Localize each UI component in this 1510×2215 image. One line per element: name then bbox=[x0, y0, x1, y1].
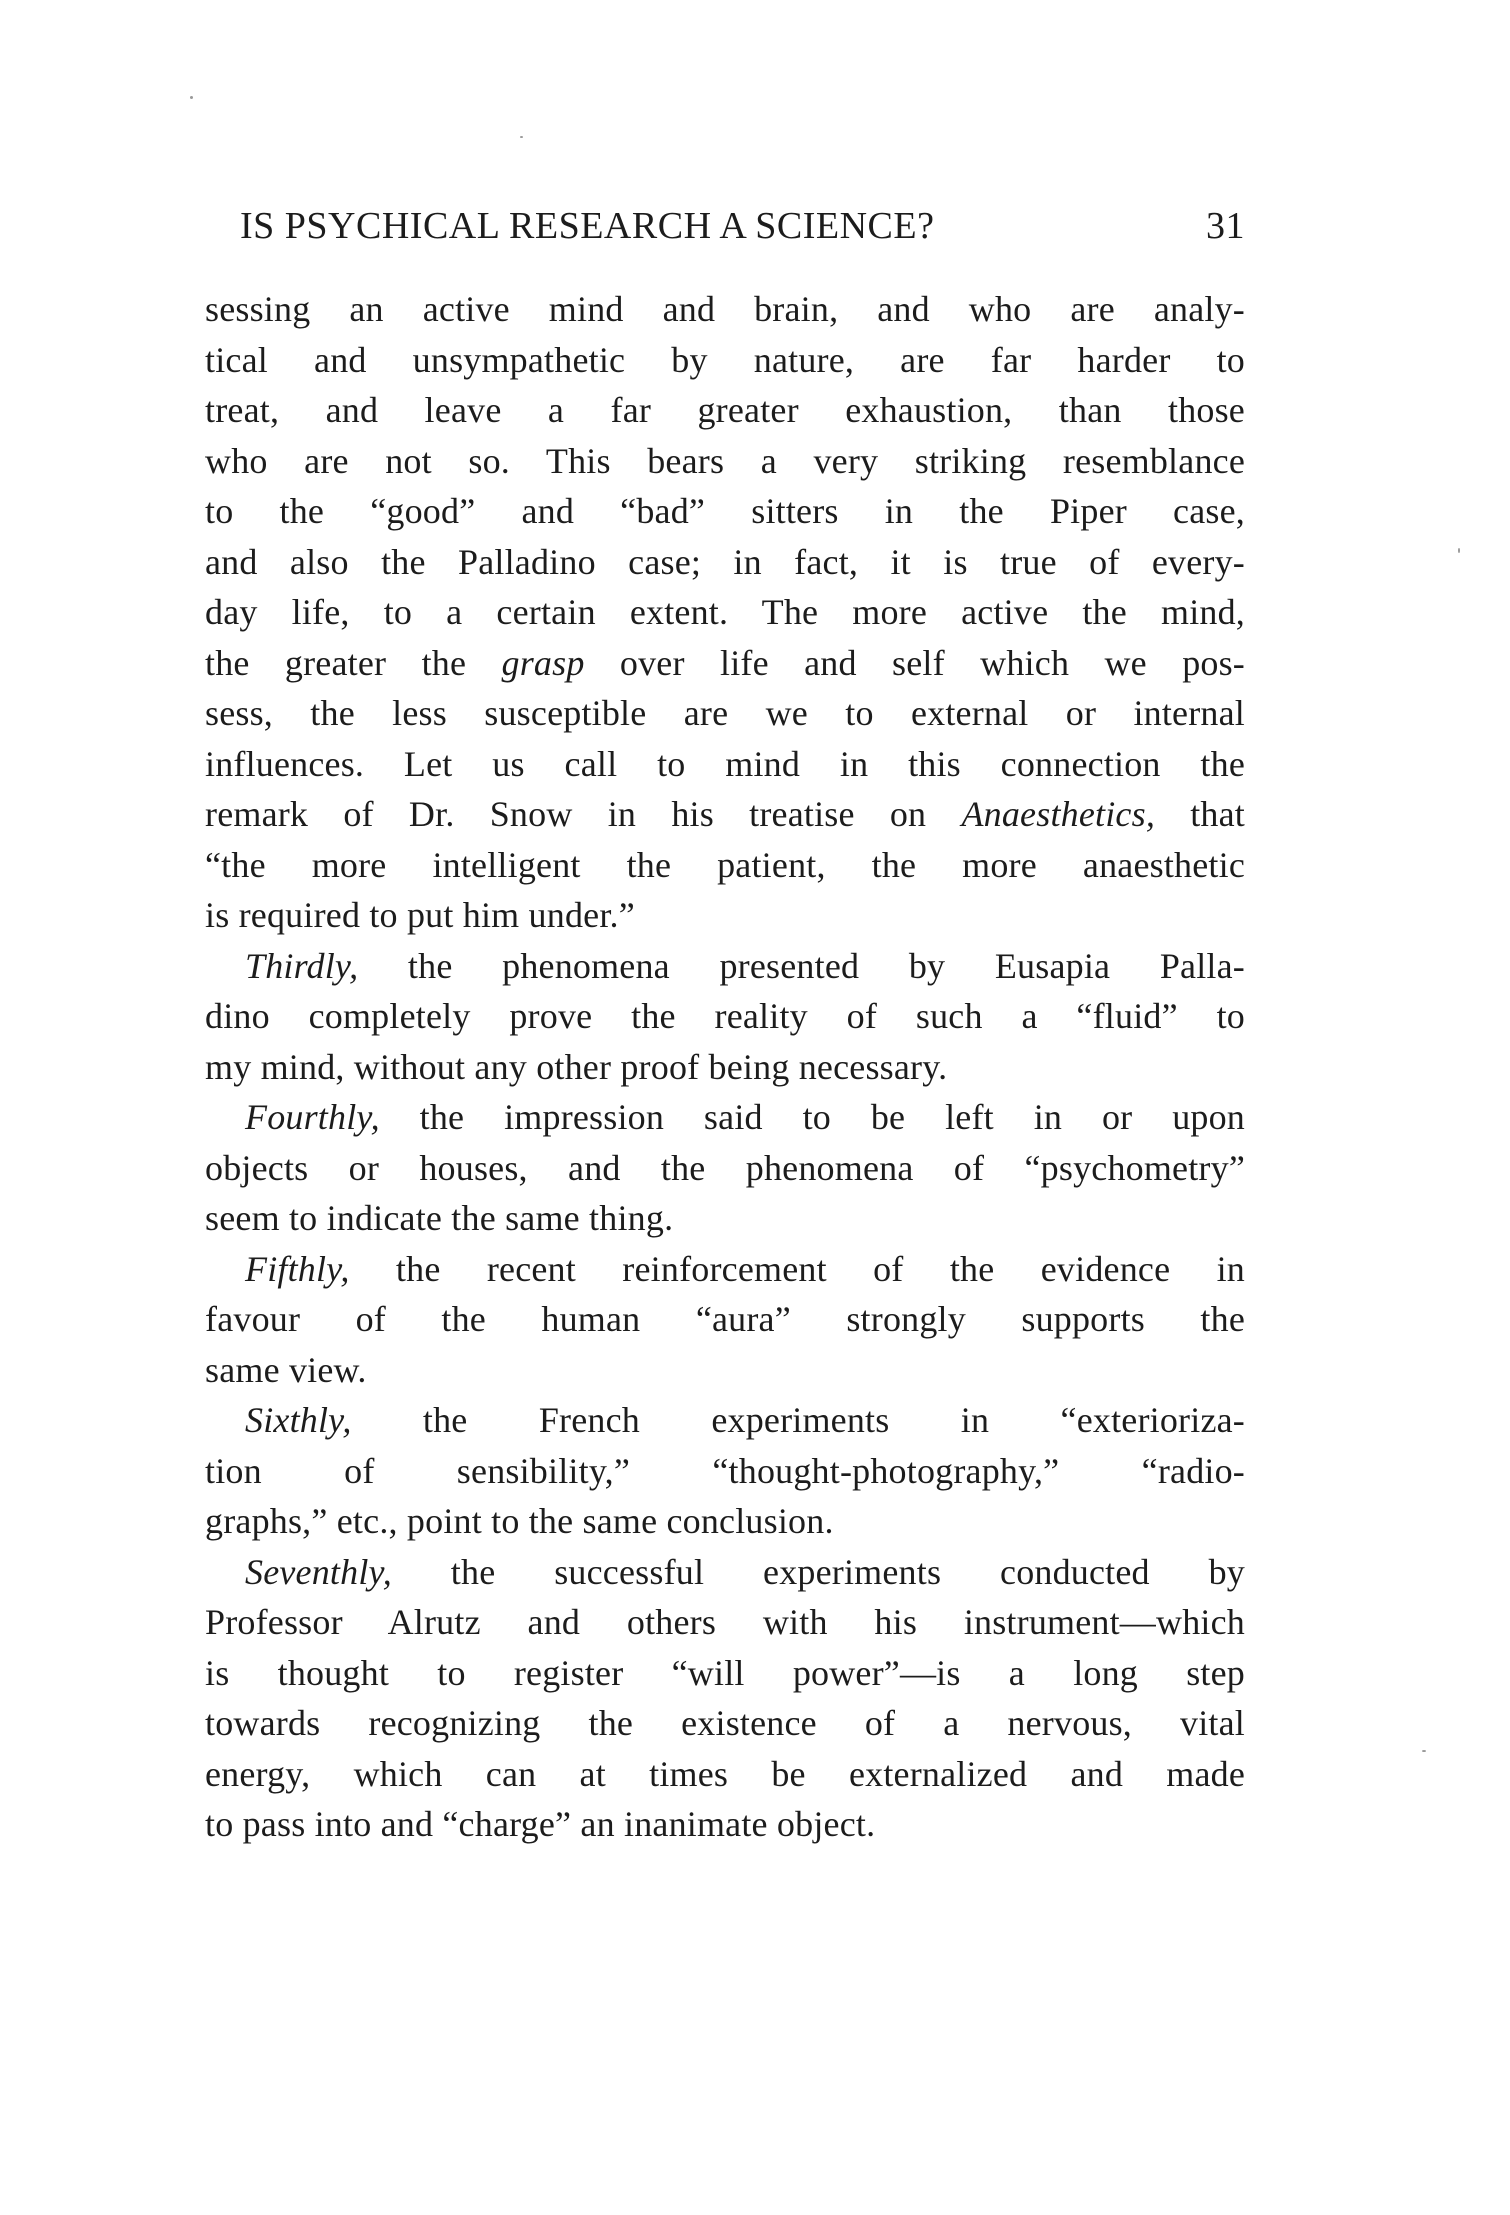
italic-word: Fourthly, bbox=[245, 1097, 380, 1137]
running-header bbox=[205, 204, 1245, 264]
paragraph-start-line: Fifthly, the recent reinforcement of the evidence in bbox=[245, 1248, 1245, 1289]
text-line: is thought to register “will power”—is a long step bbox=[205, 1652, 1245, 1693]
paragraph-start-line: Seventhly, the successful experiments conducted by bbox=[245, 1551, 1245, 1592]
text-line: remark of Dr. Snow in his treatise on Anaesthetics, that bbox=[205, 794, 1246, 834]
paragraph-start-line: Fourthly, the impression said to be left in or upon bbox=[245, 1097, 1245, 1137]
text-line: is required to put him under.” bbox=[205, 895, 635, 935]
italic-word: grasp bbox=[501, 642, 585, 683]
text-line: tion of sensibility,” “thought-photography,” “radio- bbox=[205, 1450, 1245, 1491]
italic-word: Sixthly, bbox=[245, 1400, 352, 1440]
text-line: day life, to a certain extent. The more active the mind, bbox=[205, 592, 1245, 632]
scan-speck bbox=[190, 96, 193, 99]
text-line: to the “good” and “bad” sitters in the Piper case, bbox=[205, 491, 1245, 531]
text-line: influences. Let us call to mind in this connection the bbox=[205, 743, 1245, 784]
text-line: dino completely prove the reality of such a “fluid” to bbox=[205, 996, 1245, 1036]
scan-speck bbox=[1422, 1750, 1426, 1752]
text-line: seem to indicate the same thing. bbox=[205, 1198, 674, 1238]
text-line: sess, the less susceptible are we to external or internal bbox=[205, 693, 1245, 733]
text-line: energy, which can at times be externalized and made bbox=[205, 1753, 1245, 1794]
text-line: treat, and leave a far greater exhaustion, than those bbox=[205, 390, 1245, 430]
paragraph-start-line: Thirdly, the phenomena presented by Eusapia Palla- bbox=[245, 945, 1245, 986]
text-line: “the more intelligent the patient, the more anaesthetic bbox=[205, 844, 1245, 885]
body-text bbox=[205, 284, 1245, 1850]
text-line: same view. bbox=[205, 1349, 367, 1390]
text-line: towards recognizing the existence of a nervous, vital bbox=[205, 1703, 1245, 1743]
italic-word: Fifthly, bbox=[245, 1248, 350, 1289]
page-number: 31 bbox=[1206, 205, 1245, 247]
text-line: graphs,” etc., point to the same conclusion. bbox=[205, 1501, 834, 1541]
text-line: and also the Palladino case; in fact, it is true of every- bbox=[205, 541, 1245, 582]
scan-speck bbox=[520, 136, 523, 138]
text-line: objects or houses, and the phenomena of “psychometry” bbox=[205, 1147, 1245, 1188]
text-line: tical and unsympathetic by nature, are far harder to bbox=[205, 339, 1245, 380]
text-line: Professor Alrutz and others with his instrument—which bbox=[205, 1602, 1245, 1642]
text-line: favour of the human “aura” strongly supports the bbox=[205, 1299, 1245, 1339]
text-line: to pass into and “charge” an inanimate object. bbox=[205, 1804, 876, 1844]
italic-word: Anaesthetics, bbox=[961, 794, 1156, 834]
text-line: my mind, without any other proof being necessary. bbox=[205, 1046, 948, 1087]
text-line: sessing an active mind and brain, and who are analy- bbox=[205, 289, 1245, 329]
text-line: who are not so. This bears a very striking resemblance bbox=[205, 440, 1245, 481]
italic-word: Thirdly, bbox=[245, 945, 359, 986]
scan-speck bbox=[1458, 548, 1460, 553]
paragraph-start-line: Sixthly, the French experiments in “exterioriza- bbox=[245, 1400, 1245, 1440]
italic-word: Seventhly, bbox=[245, 1551, 392, 1592]
running-title: IS PSYCHICAL RESEARCH A SCIENCE? bbox=[240, 205, 935, 247]
text-line: the greater the grasp over life and self which we pos- bbox=[205, 642, 1246, 683]
